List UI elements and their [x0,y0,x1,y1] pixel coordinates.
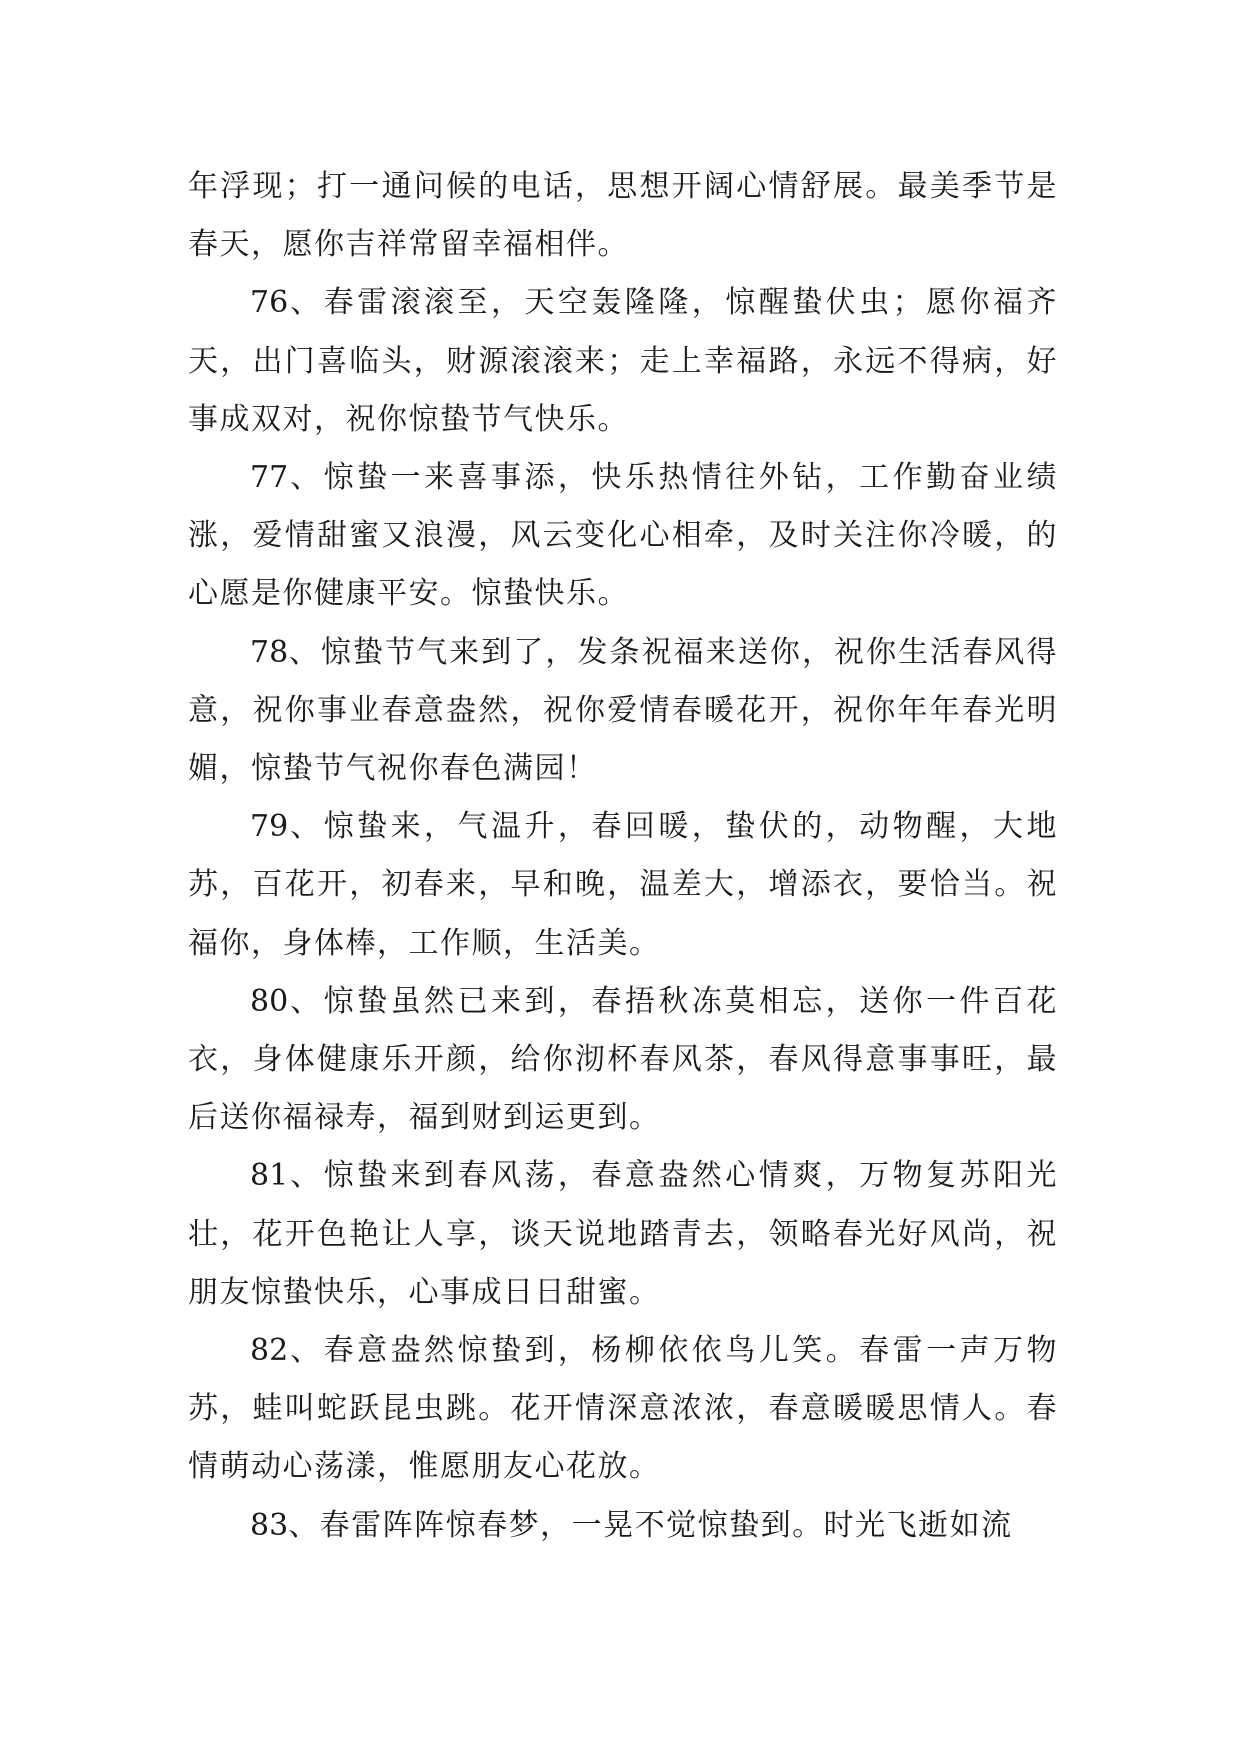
paragraph-number: 81 [250,1158,289,1194]
paragraph-text: 、惊蛰节气来到了，发条祝福来送你，祝你生活春风得意，祝你事业春意盎然，祝你爱情春暖花开，祝你年年春光明媚，惊蛰节气祝你春色满园！ [188,634,1058,787]
paragraph-76 [188,274,1058,449]
paragraph-number: 82 [250,1333,289,1369]
paragraph-number: 79 [250,809,289,845]
paragraph-text: 、春雷滚滚至，天空轰隆隆，惊醒蛰伏虫；愿你福齐天，出门喜临头，财源滚滚来；走上幸福路，永远不得病，好事成双对，祝你惊蛰节气快乐。 [188,285,1058,437]
paragraph-number: 83 [250,1507,289,1543]
paragraph-text: 、惊蛰来到春风荡，春意盎然心情爽，万物复苏阳光壮，花开色艳让人享，谈天说地踏青去，领略春光好风尚，祝朋友惊蛰快乐，心事成日日甜蜜。 [188,1158,1058,1310]
paragraph-78 [188,624,1058,799]
paragraph-82 [188,1322,1058,1497]
paragraph-number: 77 [250,460,289,496]
paragraph-text: 年浮现；打一通问候的电话，思想开阔心情舒展。最美季节是春天，愿你吉祥常留幸福相伴。 [188,169,1058,263]
paragraph-number: 80 [250,983,289,1019]
paragraph-83 [188,1497,1058,1555]
paragraph-80 [188,973,1058,1148]
paragraph-text: 、惊蛰来，气温升，春回暖，蛰伏的，动物醒，大地苏，百花开，初春来，早和晚，温差大，增添衣，要恰当。祝福你，身体棒，工作顺，生活美。 [188,809,1058,961]
paragraph-continued [188,158,1058,274]
document-body [188,158,1058,1555]
paragraph-text: 、春雷阵阵惊春梦，一晃不觉惊蛰到。时光飞逝如流 [288,1507,1013,1543]
paragraph-77 [188,449,1058,624]
paragraph-text: 、惊蛰虽然已来到，春捂秋冻莫相忘，送你一件百花衣，身体健康乐开颜，给你沏杯春风茶，春风得意事事旺，最后送你福禄寿，福到财到运更到。 [188,983,1058,1136]
paragraph-number: 76 [250,285,289,321]
paragraph-79 [188,798,1058,973]
paragraph-text: 、春意盎然惊蛰到，杨柳依依鸟儿笑。春雷一声万物苏，蛙叫蛇跃昆虫跳。花开情深意浓浓，春意暖暖思情人。春情萌动心荡漾，惟愿朋友心花放。 [188,1333,1058,1485]
paragraph-number: 78 [250,634,289,670]
paragraph-81 [188,1147,1058,1322]
paragraph-text: 、惊蛰一来喜事添，快乐热情往外钻，工作勤奋业绩涨，爱情甜蜜又浪漫，风云变化心相牵，及时关注你冷暖，的心愿是你健康平安。惊蛰快乐。 [188,460,1058,612]
